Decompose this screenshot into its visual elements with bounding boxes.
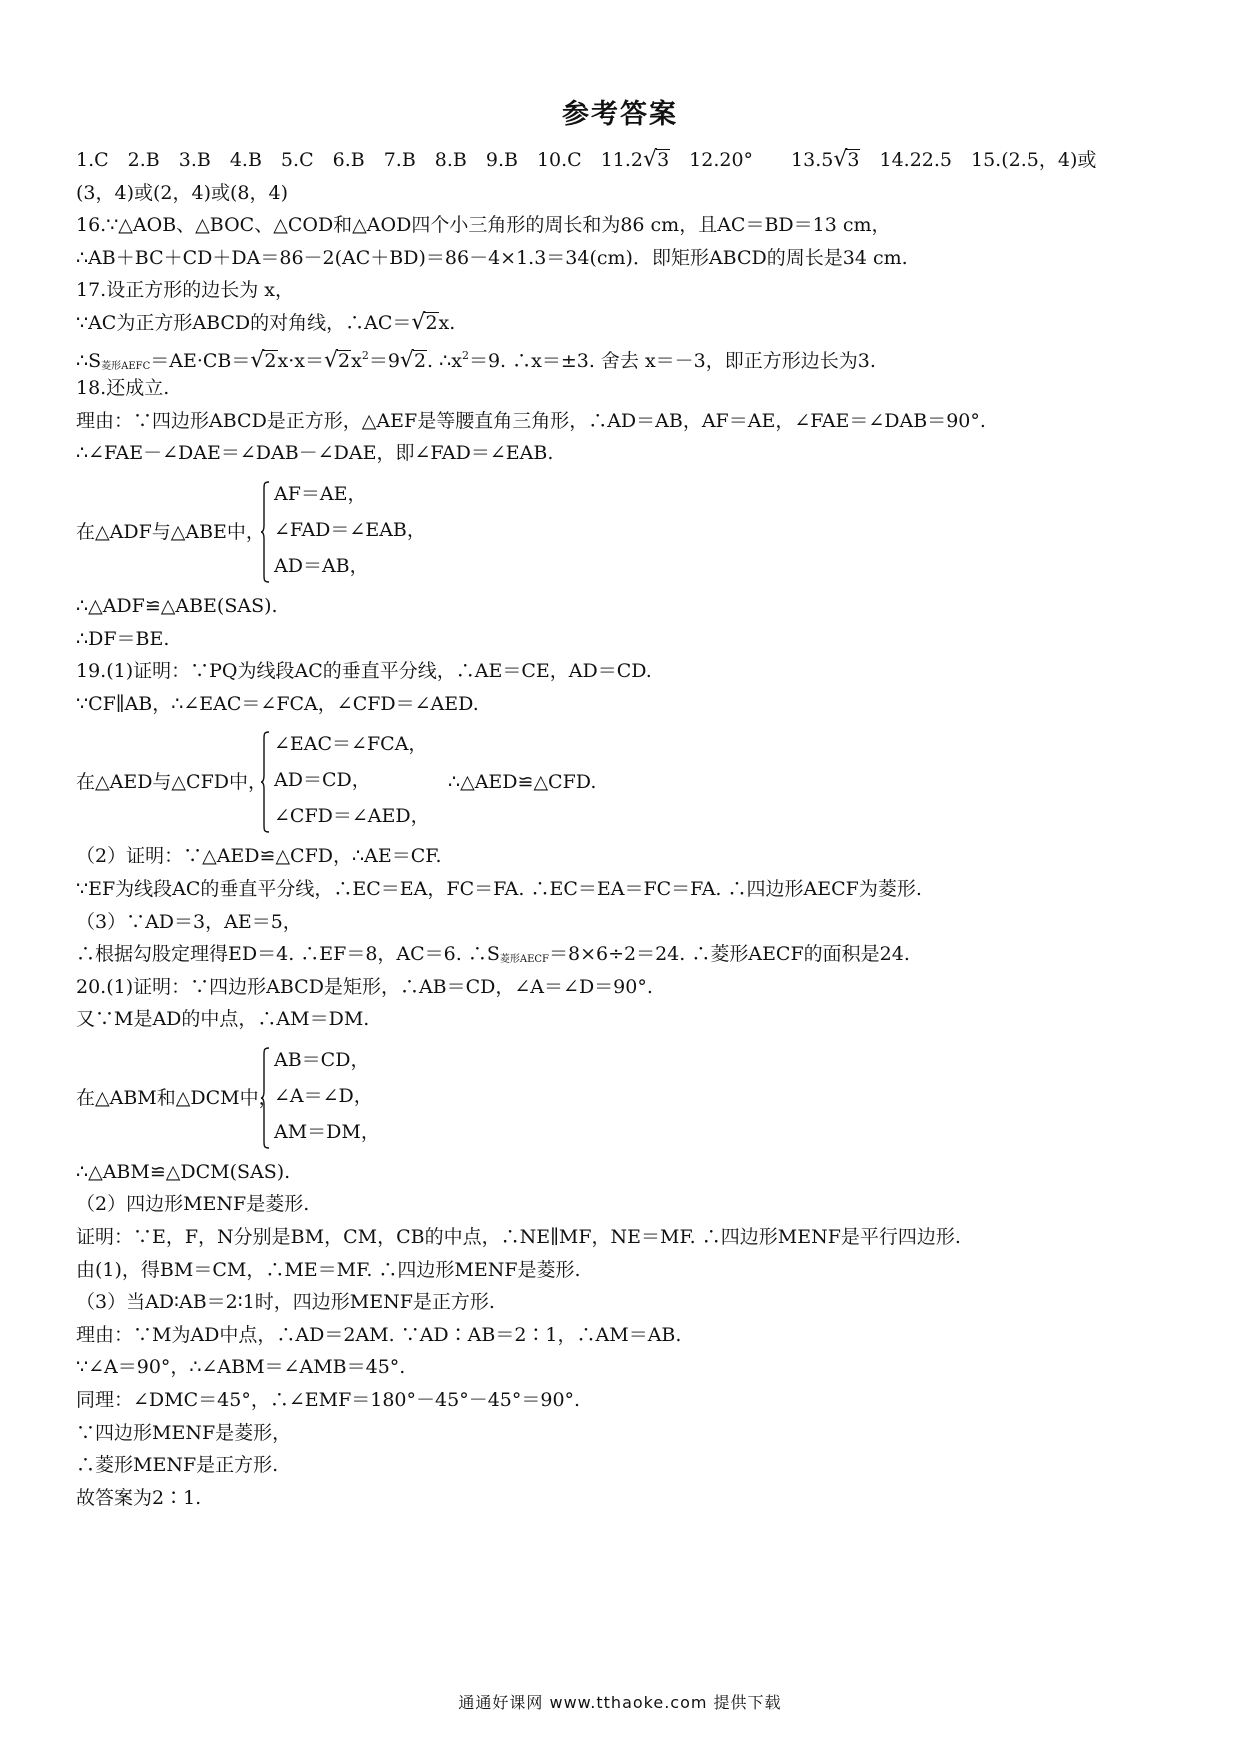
q16-line-1: 16.∵△AOB、△BOC、△COD和△AOD四个小三角形的周长和为86 cm，且AC＝BD＝13 cm， (76, 214, 891, 237)
sqrt-icon: √ (833, 147, 848, 172)
q19-equation-rows: ∠EAC＝∠FCA， AD＝CD， ∠CFD＝∠AED， (274, 733, 430, 828)
q20-line-6: 由(1)，得BM＝CM，∴ME＝MF. ∴四边形MENF是菱形. (76, 1258, 581, 1281)
q20-line-10: 同理：∠DMC＝45°，∴∠EMF＝180°－45°－45°＝90°. (76, 1389, 581, 1412)
q20-line-5: 证明：∵E，F，N分别是BM，CM，CB的中点，∴NE∥MF，NE＝MF. ∴四边形MENF是平行四边形. (76, 1226, 961, 1249)
q18-line-3: ∴∠FAE－∠DAE＝∠DAB－∠DAE，即∠FAD＝∠EAB. (76, 442, 554, 465)
footer-source: 通通好课网 www.tthaoke.com 提供下载 (458, 1693, 782, 1712)
sqrt-icon: √ (643, 147, 658, 172)
q19-line-5: （3）∵AD＝3，AE＝5， (76, 910, 302, 933)
sqrt-icon: √ (250, 347, 265, 373)
q18-line-5: ∴DF＝BE. (76, 627, 170, 650)
q16-line-2: ∴AB＋BC＋CD＋DA＝86－2(AC＋BD)＝86－4×1.3＝34(cm)．即矩形ABCD的周长是34 cm. (76, 246, 908, 269)
q20-line-1: 20.(1)证明：∵四边形ABCD是矩形，∴AB＝CD，∠A＝∠D＝90°. (76, 975, 653, 998)
q20-line-13: 故答案为2∶1. (76, 1486, 202, 1509)
q20-equation-rows: AB＝CD， ∠A＝∠D， AM＝DM， (274, 1048, 380, 1143)
q20-line-3: ∴△ABM≌△DCM(SAS). (76, 1160, 291, 1183)
q19-line-3: （2）证明：∵△AED≌△CFD，∴AE＝CF. (76, 845, 442, 868)
page-title: 参考答案 (562, 99, 678, 130)
left-brace-icon (260, 1047, 270, 1149)
sqrt-icon: √ (323, 347, 339, 373)
q19-equation-system: 在△AED与△CFD中， ∠EAC＝∠FCA， AD＝CD， ∠CFD＝∠AED， ∴△AED≌△CFD. (76, 726, 1176, 840)
q20-equation-system: 在△ABM和△DCM中， AB＝CD， ∠A＝∠D， AM＝DM， (76, 1042, 1176, 1156)
q19-line-2: ∵CF∥AB，∴∠EAC＝∠FCA，∠CFD＝∠AED. (76, 692, 479, 715)
left-brace-icon (260, 731, 270, 833)
q17-line-2: ∵AC为正方形ABCD的对角线，∴AC＝√2x. (76, 309, 456, 335)
q19-line-4: ∵EF为线段AC的垂直平分线，∴EC＝EA，FC＝FA. ∴EC＝EA＝FC＝FA. ∴四边形AECF为菱形. (76, 877, 922, 900)
sqrt-icon: √ (411, 309, 426, 335)
q20-line-2: 又∵M是AD的中点，∴AM＝DM. (76, 1008, 370, 1031)
q18-line-2: 理由：∵四边形ABCD是正方形，△AEF是等腰直角三角形，∴AD＝AB，AF＝AE，∠FAE＝∠DAB＝90°. (76, 409, 986, 432)
left-brace-icon (260, 481, 270, 583)
q18-equation-system: 在△ADF与△ABE中， AF＝AE， ∠FAD＝∠EAB， AD＝AB， (76, 476, 1176, 590)
q20-line-4: （2）四边形MENF是菱形. (76, 1193, 310, 1216)
q20-line-8: 理由：∵M为AD中点，∴AD＝2AM. ∵AD∶AB＝2∶1，∴AM＝AB. (76, 1323, 682, 1346)
q20-line-9: ∵∠A＝90°，∴∠ABM＝∠AMB＝45°. (76, 1356, 406, 1379)
q18-equation-rows: AF＝AE， ∠FAD＝∠EAB， AD＝AB， (274, 482, 426, 577)
answers-line-2: (3，4)或(2，4)或(8，4) (76, 181, 289, 204)
q20-line-7: （3）当AD∶AB＝2∶1时，四边形MENF是正方形. (76, 1291, 495, 1314)
q19-line-1: 19.(1)证明：∵PQ为线段AC的垂直平分线，∴AE＝CE，AD＝CD. (76, 660, 652, 683)
answer-content (76, 144, 1176, 1514)
q20-line-12: ∴菱形MENF是正方形. (76, 1454, 279, 1477)
q17-line-3: $\therefore S_{菱形AEFC}=AE\cdot CB=√2x\cdot x=√2x^2=9√2$. $\therefore x^2=9$. ∴x＝±3. 舍去 x＝－3，即正方形边长为3. (76, 347, 876, 373)
q17-line-1: 17.设正方形的边长为 x， (76, 279, 294, 302)
q18-line-1: 18.还成立. (76, 377, 170, 400)
answers-line-1: 1.C 2.B 3.B 4.B 5.C 6.B 7.B 8.B 9.B 10.C 11.2√3 12.20° 13.5√3 14.22.5 15.(2.5，4)或 (76, 147, 1097, 172)
q20-line-11: ∵四边形MENF是菱形， (76, 1421, 292, 1444)
sqrt-icon: √ (399, 347, 414, 373)
q19-line-6: ∴根据勾股定理得ED＝4. ∴EF＝8，AC＝6. $\therefore S_{菱形AECF}=8\times 6\div 2=24$. ∴菱形AECF的面积是24. (76, 943, 910, 966)
q18-line-4: ∴△ADF≌△ABE(SAS). (76, 594, 278, 617)
